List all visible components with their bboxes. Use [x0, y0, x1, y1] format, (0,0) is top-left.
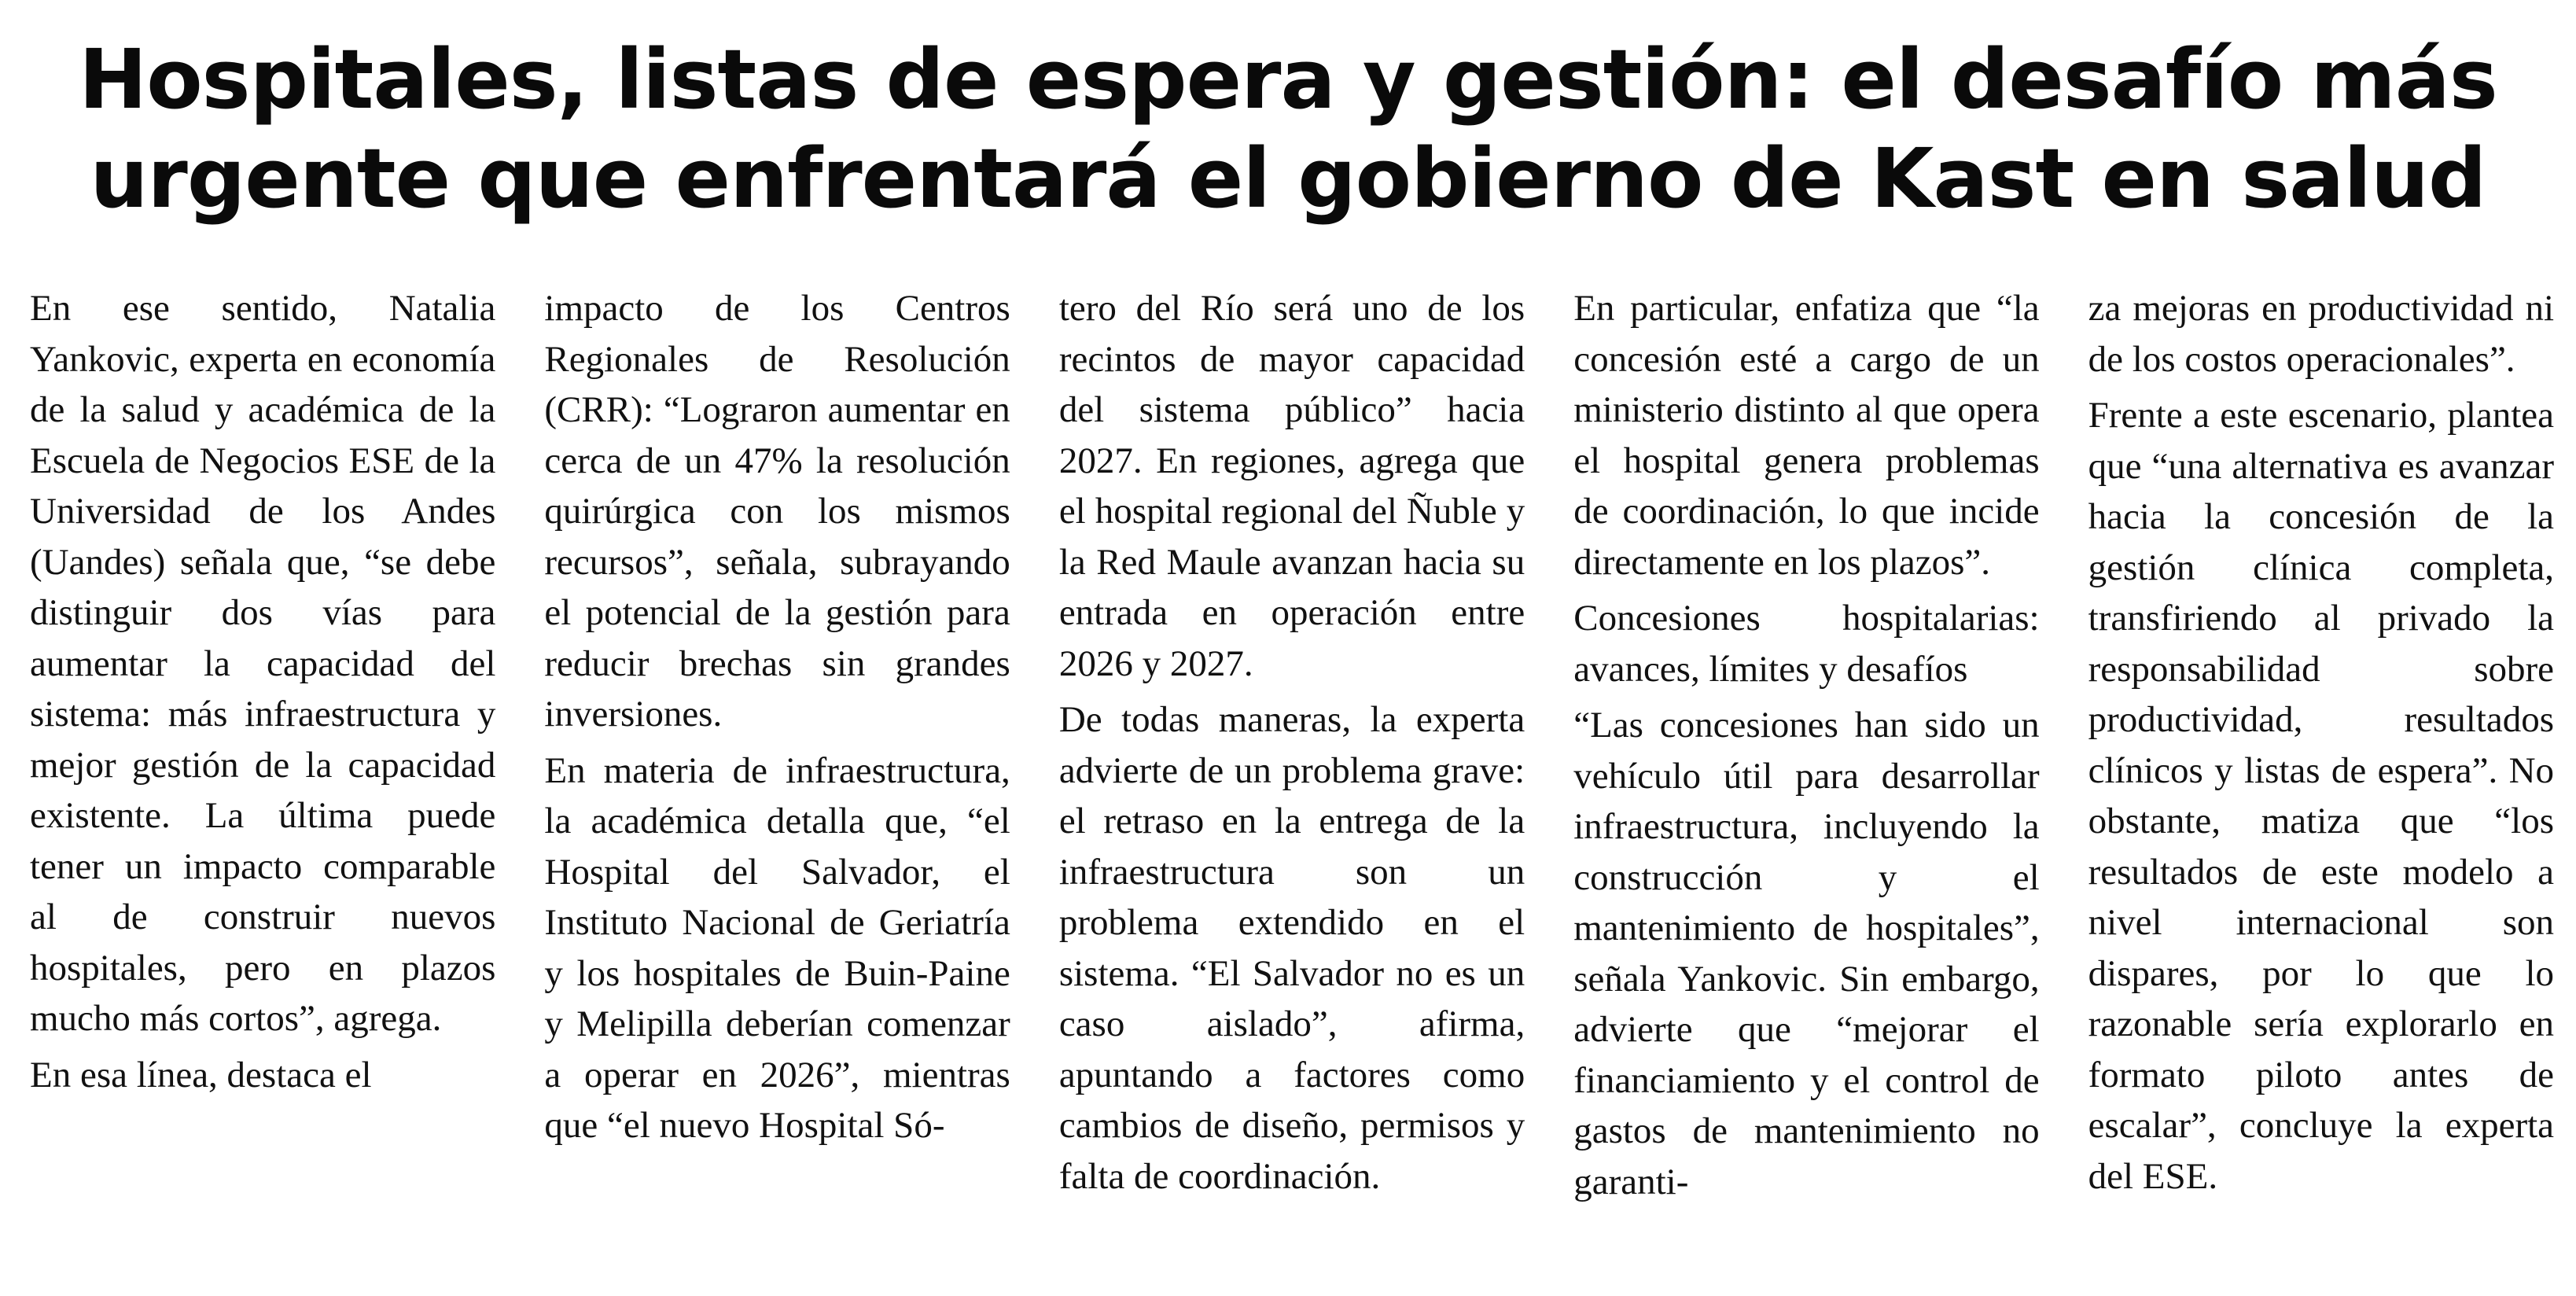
headline-line-1: Hospitales, listas de espera y gestión: el desafío más: [79, 31, 2497, 127]
headline-line-2: urgente que enfrentará el gobierno de Kast en salud: [90, 131, 2486, 226]
paragraph: De todas maneras, la experta advierte de un problema grave: el retraso en la entrega de la infraestructura son un problema extendido en el sistema. “El Salvador no es un caso aislado”, afirma, apuntando a factores como cambios de diseño, permisos y falta de coordinación.: [1058, 699, 1525, 1197]
text-column-5: [2088, 283, 2554, 1282]
paragraph: “Las concesiones han sido un vehículo útil para desarrollar infraestructura, incluyendo la construcción y el mantenimiento de hospitales”, señala Yankovic. Sin embargo, advierte que “mejorar el financiamiento y el control de gastos de mantenimiento no garanti-: [1573, 705, 2040, 1202]
paragraph: En particular, enfatiza que “la concesión esté a cargo de un ministerio distinto al que opera el hospital genera problemas de coordinación, lo que incide directamente en los plazos”.: [1573, 288, 2040, 583]
section-subheading: Concesiones hospitalarias: avances, límites y desafíos: [1573, 598, 2040, 690]
article-body: [30, 283, 2554, 1282]
text-column-1: [30, 283, 495, 1282]
paragraph: Frente a este escenario, plantea que “una alternativa es avanzar hacia la concesión de la gestión clínica completa, transfiriendo al privado la responsabilidad sobre productividad, resultados clínicos y listas de espera”. No obstante, matiza que “los resultados de este modelo a nivel internacional son dispares, por lo que lo razonable sería explorarlo en formato piloto antes de escalar”, concluye la experta del ESE.: [2088, 395, 2555, 1197]
paragraph: za mejoras en productividad ni de los costos operacionales”.: [2088, 288, 2555, 380]
text-column-3: [1059, 283, 1525, 1282]
text-column-2: [544, 283, 1010, 1282]
paragraph: impacto de los Centros Regionales de Resolución (CRR): “Lograron aumentar en cerca de un 47% la resolución quirúrgica con los mismos recursos”, señala, subrayando el potencial de la gestión para reducir brechas sin grandes inversiones.: [544, 288, 1010, 735]
paragraph: En esa línea, destaca el: [30, 1054, 372, 1095]
paragraph: En ese sentido, Natalia Yankovic, experta en economía de la salud y académica de la Escuela de Negocios ESE de la Universidad de los Andes (Uandes) señala que, “se debe distinguir dos vías para aumentar la capacidad del sistema: más infraestructura y mejor gestión de la capacidad existente. La última puede tener un impacto comparable al de construir nuevos hospitales, pero en plazos mucho más cortos”, agrega.: [30, 288, 496, 1039]
paragraph: En materia de infraestructura, la académica detalla que, “el Hospital del Salvador, el Instituto Nacional de Geriatría y los hospitales de Buin-Paine y Melipilla deberían comenzar a operar en 2026”, mientras que “el nuevo Hospital Só-: [544, 749, 1010, 1146]
text-column-4: [1573, 283, 2039, 1282]
article-headline: [0, 30, 2576, 228]
paragraph: tero del Río será uno de los recintos de mayor capacidad del sistema público” hacia 2027. En regiones, agrega que el hospital regional del Ñuble y la Red Maule avanzan hacia su entrada en operación entre 2026 y 2027.: [1058, 288, 1525, 684]
